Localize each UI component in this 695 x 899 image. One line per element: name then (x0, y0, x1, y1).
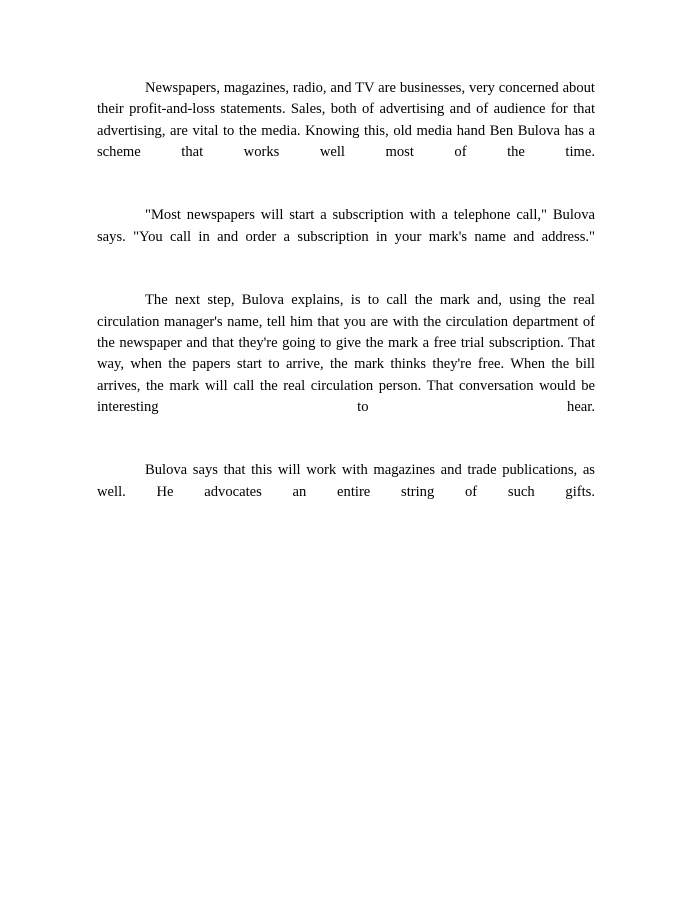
paragraph-1: Newspapers, magazines, radio, and TV are businesses, very concerned about their profit-and-loss statements. Sales, both of advertising and of audience for that advertising, are vital to the media. Knowing this, old media hand Ben Bulova has a scheme that works well most of the time. (97, 80, 595, 160)
paragraph-3: The next step, Bulova explains, is to call the mark and, using the real circulation manager's name, tell him that you are with the circulation department of the newspaper and that they're going to give the mark a free trial subscription. That way, when the papers start to arrive, the mark thinks they're free. When the bill arrives, the mark will call the real circulation person. That conversation would be interesting to hear. (97, 292, 595, 415)
body-text-column (97, 78, 595, 524)
paragraph-2: "Most newspapers will start a subscription with a telephone call," Bulova says. "You call in and order a subscription in your mark's name and address." (97, 207, 595, 245)
paragraph-4: Bulova says that this will work with magazines and trade publications, as well. He advocates an entire string of such gifts. (97, 462, 595, 500)
